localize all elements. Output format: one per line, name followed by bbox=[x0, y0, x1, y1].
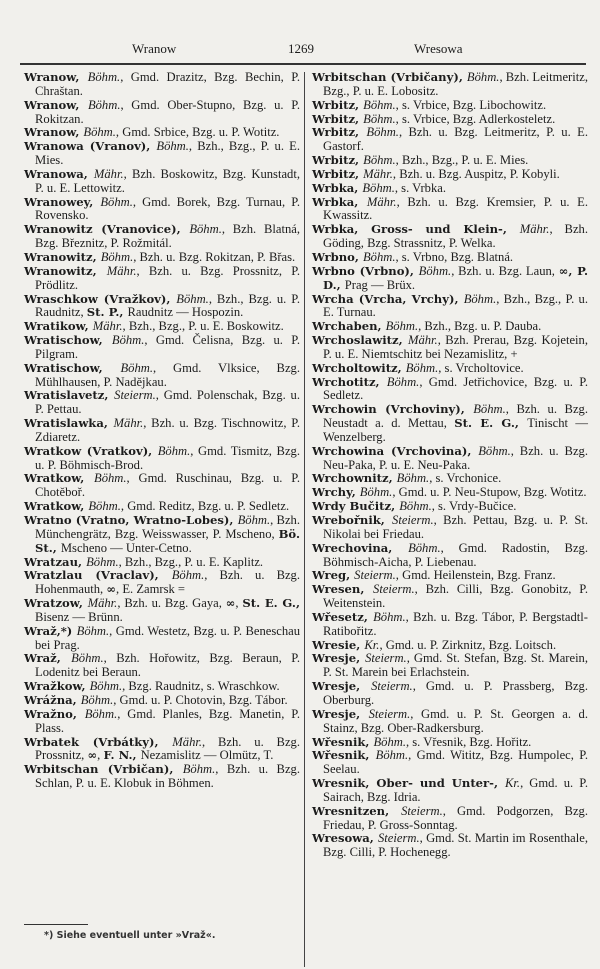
running-header bbox=[22, 41, 586, 59]
entry-region: Mähr. bbox=[407, 333, 438, 348]
gazetteer-entry bbox=[312, 805, 588, 833]
entry-details: , Bzh. u. Bzg. Tischnowitz, P. Zdiaretz. bbox=[35, 416, 300, 444]
entry-region: Böhm. bbox=[363, 97, 396, 112]
gazetteer-entry bbox=[24, 320, 300, 334]
entry-region: Böhm. bbox=[80, 692, 114, 707]
footnote-rule bbox=[24, 924, 88, 925]
entry-region: Böhm. bbox=[408, 540, 441, 555]
entry-details: , s. Vrbka. bbox=[394, 180, 447, 195]
entry-details: , Bzh. u. Bzg. Auspitz, P. Kobyli. bbox=[392, 166, 560, 181]
entry-region: Böhm. bbox=[83, 125, 116, 140]
entry-details: , bbox=[235, 596, 243, 611]
entry-region: Böhm. bbox=[473, 402, 506, 417]
entry-region: Böhm. bbox=[237, 513, 271, 527]
entry-region: Böhm. bbox=[87, 97, 121, 112]
entry-region: Böhm. bbox=[466, 70, 500, 84]
entry-bold-text: St. E. G., bbox=[242, 596, 300, 611]
gazetteer-entry bbox=[312, 362, 588, 376]
entry-region: Böhm. bbox=[478, 443, 511, 458]
entry-details: , Gmd. St. Martin im Rosenthale, Bzg. Cilli, P. Hochenegg. bbox=[323, 831, 588, 860]
entry-name: Wrchotitz, bbox=[312, 374, 387, 389]
entry-details: , E. Zamrsk = bbox=[116, 582, 186, 597]
gazetteer-entry bbox=[312, 126, 588, 154]
entry-region: Böhm. bbox=[373, 734, 406, 749]
entry-name: Wreg, bbox=[312, 568, 355, 583]
header-left-word: Wranow bbox=[132, 41, 177, 56]
gazetteer-entry bbox=[312, 320, 588, 334]
gazetteer-entry bbox=[312, 680, 588, 708]
entry-region: Böhm. bbox=[76, 623, 110, 638]
gazetteer-entry bbox=[24, 196, 300, 224]
entry-details: , Gmd. Podgorzen, Bzg. Friedau, P. Gross-Sonntag. bbox=[323, 803, 588, 832]
entry-region: Mähr. bbox=[519, 222, 550, 237]
entry-region: Steierm. bbox=[392, 513, 434, 527]
entry-name: Wrebořnik, bbox=[312, 513, 393, 527]
entry-region: Böhm. bbox=[385, 319, 419, 334]
entry-bold-text: St. P., bbox=[86, 305, 128, 320]
gazetteer-entry bbox=[312, 265, 588, 293]
entry-details: , s. Vrbice, Bzg. Adlerkosteletz. bbox=[395, 111, 556, 126]
entry-details: , Bzh. Blatná, Bzg. Březnitz, P. Rožmitál. bbox=[35, 222, 301, 251]
header-rule bbox=[20, 63, 586, 65]
gazetteer-entry bbox=[312, 99, 588, 113]
entry-name: Wrbitz, bbox=[312, 111, 364, 126]
entry-region: Böhm. bbox=[405, 360, 439, 375]
entry-name: Wratislavetz, bbox=[24, 388, 115, 403]
gazetteer-entry bbox=[312, 736, 588, 750]
entry-region: Mähr. bbox=[366, 194, 397, 209]
entry-name: Wraž, bbox=[24, 651, 72, 666]
entry-details: , Gmd. Drazitz, Bzg. Bechin, P. Chraštan. bbox=[35, 70, 300, 98]
entry-name: Wrcholtowitz, bbox=[312, 360, 406, 375]
gazetteer-entry bbox=[312, 445, 588, 473]
entry-details: , Bzh. u. Bzg. Neustadt a. d. Mettau, bbox=[323, 402, 588, 431]
entry-name: Wrchownitz, bbox=[312, 471, 397, 486]
gazetteer-entry bbox=[24, 140, 300, 168]
entry-details: , Gmd. Srbice, Bzg. u. P. Wotitz. bbox=[115, 125, 280, 140]
gazetteer-entry bbox=[312, 500, 588, 514]
gazetteer-entry bbox=[312, 542, 588, 570]
entry-details: , Bzh. u. Bzg. Neu-Paka, P. u. E. Neu-Paka. bbox=[323, 443, 588, 472]
entry-name: Wrbno, bbox=[312, 249, 363, 264]
entry-details: , Gmd. Ruschinau, Bzg. u. P. Chotěboř. bbox=[35, 471, 300, 500]
entry-region: Böhm. bbox=[359, 485, 393, 500]
gazetteer-entry bbox=[24, 652, 300, 680]
entry-region: Böhm. bbox=[87, 70, 121, 84]
entry-details: , Gmd. St. Stefan, Bzg. St. Marein, P. St. Marein bei Erlachstein. bbox=[323, 651, 589, 680]
gazetteer-entry bbox=[312, 832, 588, 860]
gazetteer-entry bbox=[24, 71, 300, 99]
entry-region: Böhm. bbox=[100, 194, 133, 209]
entry-details: , Gmd. Reditz, Bzg. u. P. Sedletz. bbox=[120, 499, 290, 514]
entry-details: , Gmd. Planles, Bzg. Manetin, P. Plass. bbox=[35, 706, 300, 735]
entry-bold-text: St. E. G., bbox=[454, 416, 528, 431]
entry-details: , Gmd. Tismitz, Bzg. u. P. Böhmisch-Brod. bbox=[35, 443, 300, 472]
gazetteer-entry bbox=[24, 680, 300, 694]
entry-region: Mähr. bbox=[92, 319, 123, 334]
entry-details: , Bzh. Münchengrätz, Bzg. Weisswasser, P. Mscheno, bbox=[35, 513, 300, 541]
gazetteer-entry bbox=[312, 251, 588, 265]
entry-name: Wranow, bbox=[24, 125, 84, 140]
page-number: 1269 bbox=[288, 41, 314, 56]
gazetteer-entry bbox=[24, 736, 300, 764]
entry-name: Wrbno (Vrbno), bbox=[312, 263, 419, 278]
entry-name: Wrbatek (Vrbátky), bbox=[24, 734, 173, 749]
entry-name: Wrbka, Gross- und Klein-, bbox=[312, 222, 520, 237]
entry-region: Böhm. bbox=[363, 111, 396, 126]
entry-name: Wrchoslawitz, bbox=[312, 333, 408, 348]
entry-details: , Bzh. u. Bzg. Tábor, P. Bergstadtl-Ratibořitz. bbox=[323, 609, 588, 638]
entry-name: Wrbitschan (Vrbičan), bbox=[24, 762, 183, 777]
entry-region: Mähr. bbox=[93, 166, 124, 181]
entry-details: , Gmd. Jetřichovice, Bzg. u. P. Sedletz. bbox=[323, 374, 588, 403]
entry-name: Wřesnik, bbox=[312, 748, 376, 763]
entry-region: Steierm. bbox=[377, 831, 420, 846]
entry-name: Wřesetz, bbox=[312, 609, 374, 624]
gazetteer-entry bbox=[312, 486, 588, 500]
entry-region: Böhm. bbox=[94, 471, 127, 486]
entry-details: , Gmd. Radostin, Bzg. Böhmisch-Aicha, P. Liebenau. bbox=[323, 540, 588, 569]
entry-region: Böhm. bbox=[156, 139, 189, 154]
entry-details: , Gmd. u. P. St. Georgen a. d. Stainz, Bzg. Ober-Radkersburg. bbox=[323, 706, 589, 735]
gazetteer-entry bbox=[24, 334, 300, 362]
entry-region: Steierm. bbox=[114, 388, 156, 403]
entry-details: , Bzh. u. Bzg. Leitmeritz, P. u. E. Gastorf. bbox=[323, 125, 588, 154]
entry-name: Wresnitzen, bbox=[312, 803, 402, 818]
entry-details: , Bzg. Raudnitz, s. Wraschkow. bbox=[122, 679, 280, 694]
entry-region: Böhm. bbox=[100, 249, 134, 264]
entry-details: , Bzh. u. Bzg. Kremsier, P. u. E. Kwassitz. bbox=[323, 194, 589, 223]
entry-name: Wrbitz, bbox=[312, 153, 364, 168]
entry-bold-text: ∞ bbox=[225, 596, 236, 611]
gazetteer-entry bbox=[24, 251, 300, 265]
entry-name: Wresje, bbox=[312, 679, 372, 694]
gazetteer-entry bbox=[312, 708, 588, 736]
entry-name: Wratislawka, bbox=[24, 416, 114, 431]
gazetteer-entry bbox=[312, 168, 588, 182]
gazetteer-entry bbox=[24, 625, 300, 653]
entry-name: Wranowitz, bbox=[24, 249, 101, 264]
gazetteer-entry bbox=[312, 639, 588, 653]
entry-bold-text: ∞, P. D., bbox=[323, 263, 588, 292]
entry-name: Wrcha (Vrcha, Vrchy), bbox=[312, 291, 464, 306]
entry-name: Wrbitz, bbox=[312, 166, 364, 181]
entry-name: Wresje, bbox=[312, 706, 369, 721]
entry-details: , Bzh. Prerau, Bzg. Kojetein, P. u. E. Niemtschitz bei Nezamislitz, + bbox=[323, 333, 588, 361]
entry-name: Wrbitz, bbox=[312, 97, 364, 112]
entry-details: , Gmd. Westetz, Bzg. u. P. Beneschau bei Prag. bbox=[35, 623, 301, 652]
entry-details: , Bzh., Bzg., P. u. E. Mies. bbox=[35, 139, 300, 168]
entry-details: , s. Vřesnik, Bzg. Hořitz. bbox=[405, 734, 532, 749]
entry-region: Böhm. bbox=[362, 249, 396, 264]
entry-details: , Bzh. u. Bzg. Prossnitz, bbox=[35, 734, 300, 763]
entry-details: , Bzh. Leitmeritz, Bzg., P. u. E. Lobositz. bbox=[323, 70, 588, 98]
entry-region: Steierm. bbox=[401, 803, 443, 818]
entry-details: , Bzh. u. Bzg. Schlan, P. u. E. Klobuk in Böhmen. bbox=[35, 762, 300, 791]
entry-name: Wrchy, bbox=[312, 485, 360, 500]
entry-region: Böhm. bbox=[373, 609, 406, 624]
entry-name: Wrchowina (Vrchovina), bbox=[312, 443, 479, 458]
entry-details: , Bzh., Bzg. u. P. Raudnitz, bbox=[35, 291, 300, 320]
entry-region: Böhm. bbox=[396, 471, 430, 486]
gazetteer-entry bbox=[24, 417, 300, 445]
entry-name: Wratzlau (Vraclav), bbox=[24, 568, 172, 583]
entry-region: Böhm. bbox=[176, 291, 209, 306]
gazetteer-entry bbox=[312, 583, 588, 611]
entry-region: Böhm. bbox=[89, 679, 123, 694]
left-column bbox=[24, 71, 300, 791]
entry-details: , s. Vrchonice. bbox=[429, 471, 502, 486]
entry-details: , s. Vrcholtovice. bbox=[438, 360, 524, 375]
gazetteer-entry bbox=[24, 514, 300, 556]
entry-details: , Gmd. u. P. Zirknitz, Bzg. Loitsch. bbox=[379, 637, 557, 652]
entry-details: , Gmd. Wititz, Bzg. Humpolec, P. Seelau. bbox=[323, 748, 588, 777]
entry-details: , Gmd. Heilenstein, Bzg. Franz. bbox=[395, 568, 556, 583]
gazetteer-entry bbox=[312, 749, 588, 777]
entry-region: Böhm. bbox=[88, 499, 121, 514]
entry-name: Wrchowin (Vrchoviny), bbox=[312, 402, 474, 417]
entry-name: Wratkow, bbox=[24, 471, 95, 486]
gazetteer-entry bbox=[312, 472, 588, 486]
gazetteer-entry bbox=[312, 777, 588, 805]
gazetteer-entry bbox=[24, 362, 300, 390]
entry-details: , Bzh., Bzg., P. u. E. Mies. bbox=[395, 153, 529, 168]
gazetteer-entry bbox=[24, 126, 300, 140]
entry-name: Wratkow, bbox=[24, 499, 89, 514]
gazetteer-entry bbox=[312, 71, 588, 99]
gazetteer-entry bbox=[312, 196, 588, 224]
entry-details: , bbox=[97, 748, 104, 763]
entry-region: Böhm. bbox=[171, 568, 205, 583]
entry-region: Böhm. bbox=[157, 443, 191, 458]
entry-bold-text: F. N., bbox=[103, 748, 141, 763]
gazetteer-entry bbox=[24, 223, 300, 251]
entry-region: Böhm. bbox=[463, 291, 497, 306]
entry-name: Wranowa, bbox=[24, 166, 94, 181]
entry-region: Steierm. bbox=[354, 568, 396, 583]
entry-details: , Bzh. Cilli, Bzg. Gonobitz, P. Weitenstein. bbox=[323, 582, 588, 611]
entry-name: Wrchaben, bbox=[312, 319, 386, 334]
gazetteer-entry bbox=[24, 763, 300, 791]
entry-region: Böhm. bbox=[189, 222, 222, 237]
gazetteer-entry bbox=[24, 708, 300, 736]
entry-name: Wratno (Vratno, Wratno-Lobes), bbox=[24, 513, 238, 527]
entry-details: , Bzh. u. Bzg. Rokitzan, P. Břas. bbox=[133, 249, 296, 264]
entry-region: Böhm. bbox=[86, 554, 119, 569]
entry-details: , Bzh. Göding, Bzg. Strassnitz, P. Welka. bbox=[323, 222, 588, 251]
entry-details: , s. Vrbno, Bzg. Blatná. bbox=[395, 249, 514, 264]
entry-details: , Gmd. Vlksice, Bzg. Mühlhausen, P. Nadějkau. bbox=[35, 360, 300, 389]
entry-bold-text: ∞ bbox=[87, 748, 98, 763]
entry-name: Wresen, bbox=[312, 582, 374, 597]
entry-details: , Bzh. Hořowitz, Bzg. Beraun, P. Lodenitz bei Beraun. bbox=[35, 651, 301, 680]
entry-details: , Gmd. u. P. Chotovin, Bzg. Tábor. bbox=[113, 692, 288, 707]
entry-name: Wratischow, bbox=[24, 360, 121, 375]
entry-name: Wratischow, bbox=[24, 333, 112, 348]
entry-name: Wražkow, bbox=[24, 679, 90, 694]
entry-name: Wranowitz, bbox=[24, 263, 107, 278]
entry-details: , Gmd. u. P. Prassberg, Bzg. Oberburg. bbox=[323, 679, 588, 707]
entry-name: Wrbka, bbox=[312, 194, 367, 209]
entry-region: Steierm. bbox=[365, 651, 407, 666]
gazetteer-entry bbox=[24, 168, 300, 196]
entry-details: Nezamislitz — Olmütz, T. bbox=[140, 748, 274, 763]
entry-name: Wranowitz (Vranovice), bbox=[24, 222, 190, 237]
entry-name: Wratzau, bbox=[24, 554, 87, 569]
gazetteer-entry bbox=[312, 403, 588, 445]
entry-name: Wranowa (Vranov), bbox=[24, 139, 157, 154]
entry-details: Tinischt — Wenzelberg. bbox=[323, 416, 588, 444]
entry-region: Kr. bbox=[505, 776, 521, 791]
entry-region: Böhm. bbox=[182, 762, 216, 777]
gazetteer-entry bbox=[24, 569, 300, 597]
entry-name: Wranowey, bbox=[24, 194, 101, 209]
entry-details: , Gmd. Čelisna, Bzg. u. P. Pilgram. bbox=[35, 333, 300, 361]
gazetteer-entry bbox=[312, 182, 588, 196]
gazetteer-entry bbox=[312, 611, 588, 639]
entry-name: Wrážna, bbox=[24, 692, 81, 707]
gazetteer-entry bbox=[312, 154, 588, 168]
entry-name: Wranow, bbox=[24, 70, 88, 84]
column-divider bbox=[304, 72, 305, 967]
entry-details: , Bzh. u. Bzg. Gaya, bbox=[117, 596, 226, 611]
gazetteer-entry bbox=[312, 376, 588, 404]
entry-region: Mähr. bbox=[87, 596, 118, 611]
entry-details: , Bzh. u. Bzg. Laun, bbox=[451, 263, 559, 278]
entry-region: Mähr. bbox=[172, 734, 203, 749]
right-column bbox=[312, 71, 588, 860]
entry-region: Mähr. bbox=[106, 263, 137, 278]
entry-details: , Bzh., Bzg., P. u. E. Kaplitz. bbox=[118, 554, 264, 569]
entry-region: Böhm. bbox=[71, 651, 104, 666]
entry-details: , s. Vrdy-Bučice. bbox=[431, 499, 517, 514]
entry-region: Böhm. bbox=[363, 153, 396, 168]
gazetteer-entry bbox=[24, 99, 300, 127]
entry-details: , Gmd. u. P. Sairach, Bzg. Idria. bbox=[323, 776, 588, 804]
entry-region: Böhm. bbox=[375, 748, 409, 763]
entry-details: Mscheno — Unter-Cetno. bbox=[60, 540, 192, 555]
entry-region: Böhm. bbox=[418, 263, 452, 278]
entry-name: Wratzow, bbox=[24, 596, 88, 611]
gazetteer-entry bbox=[24, 694, 300, 708]
gazetteer-entry bbox=[24, 597, 300, 625]
entry-details: , Bzh. u. Bzg. Hohenmauth, bbox=[35, 568, 300, 597]
entry-region: Mähr. bbox=[113, 416, 144, 431]
entry-region: Böhm. bbox=[366, 125, 399, 140]
gazetteer-entry bbox=[24, 389, 300, 417]
entry-region: Mähr. bbox=[363, 166, 393, 181]
entry-details: , Gmd. Borek, Bzg. Turnau, P. Rovensko. bbox=[35, 194, 300, 223]
entry-region: Böhm. bbox=[362, 180, 395, 195]
gazetteer-entry bbox=[24, 556, 300, 570]
entry-details: , Bzh. u. Bzg. Prossnitz, P. Prödlitz. bbox=[35, 263, 300, 292]
gazetteer-entry bbox=[24, 472, 300, 500]
entry-name: Wrbitz, bbox=[312, 125, 367, 140]
entry-name: Wrechovina, bbox=[312, 540, 409, 555]
header-right-word: Wresowa bbox=[414, 41, 463, 56]
gazetteer-entry bbox=[312, 293, 588, 321]
gazetteer-entry bbox=[312, 569, 588, 583]
entry-details: , Bzh., Bzg. u. P. Dauba. bbox=[418, 319, 542, 334]
entry-name: Wražno, bbox=[24, 706, 85, 721]
entry-details: , s. Vrbice, Bzg. Libochowitz. bbox=[395, 97, 547, 112]
entry-details: , Gmd. Polenschak, Bzg. u. P. Pettau. bbox=[35, 388, 300, 417]
entry-name: Wresowa, bbox=[312, 831, 378, 846]
entry-name: Wrdy Bučitz, bbox=[312, 499, 400, 514]
entry-details: , Gmd. u. P. Neu-Stupow, Bzg. Wotitz. bbox=[392, 485, 587, 500]
entry-name: Wresnik, Ober- und Unter-, bbox=[312, 776, 505, 791]
gazetteer-entry bbox=[312, 334, 588, 362]
entry-name: Wřesnik, bbox=[312, 734, 374, 749]
entry-details: , Bzh., Bzg., P. u. E. Boskowitz. bbox=[122, 319, 284, 334]
entry-details: , Gmd. Ober-Stupno, Bzg. u. P. Rokitzan. bbox=[35, 97, 300, 126]
entry-details: , Bzh. Pettau, Bzg. u. P. St. Nikolai bei Friedau. bbox=[323, 513, 588, 541]
footnote: *) Siehe eventuell unter »Vraž«. bbox=[44, 930, 216, 941]
entry-bold-text: ∞ bbox=[106, 582, 117, 597]
entry-name: Wratkow (Vratkov), bbox=[24, 443, 158, 458]
gazetteer-entry bbox=[312, 652, 588, 680]
entry-details: Bisenz — Brünn. bbox=[35, 609, 123, 624]
entry-name: Wraschkow (Vražkov), bbox=[24, 291, 177, 306]
entry-details: , Bzh., Bzg., P. u. E. Turnau. bbox=[323, 291, 588, 320]
gazetteer-entry bbox=[312, 223, 588, 251]
gazetteer-entry bbox=[24, 293, 300, 321]
entry-details: , Bzh. Boskowitz, Bzg. Kunstadt, P. u. E. Lettowitz. bbox=[35, 166, 300, 195]
entry-region: Böhm. bbox=[84, 706, 118, 721]
entry-name: Wrbitschan (Vrbičany), bbox=[312, 70, 467, 84]
entry-name: Wresje, bbox=[312, 651, 366, 666]
entry-bold-text: Bö. St., bbox=[35, 526, 300, 555]
entry-name: Wresie, bbox=[312, 637, 365, 652]
gazetteer-entry bbox=[24, 445, 300, 473]
entry-details: Prag — Brüx. bbox=[344, 277, 416, 292]
entry-region: Steierm. bbox=[373, 582, 415, 597]
entry-region: Böhm. bbox=[111, 333, 145, 348]
gazetteer-entry bbox=[24, 265, 300, 293]
entry-region: Steierm. bbox=[371, 679, 413, 694]
entry-name: Wratikow, bbox=[24, 319, 93, 334]
entry-region: Böhm. bbox=[120, 360, 154, 375]
entry-name: Wraž,*) bbox=[24, 623, 77, 638]
gazetteer-entry bbox=[312, 514, 588, 542]
entry-region: Steierm. bbox=[368, 706, 411, 721]
entry-name: Wrbka, bbox=[312, 180, 363, 195]
entry-region: Kr. bbox=[364, 637, 380, 652]
gazetteer-entry bbox=[24, 500, 300, 514]
entry-name: Wranow, bbox=[24, 97, 88, 112]
entry-region: Böhm. bbox=[386, 374, 420, 389]
entry-details: Raudnitz — Hospozin. bbox=[127, 305, 244, 320]
gazetteer-entry bbox=[312, 113, 588, 127]
entry-region: Böhm. bbox=[399, 499, 432, 514]
